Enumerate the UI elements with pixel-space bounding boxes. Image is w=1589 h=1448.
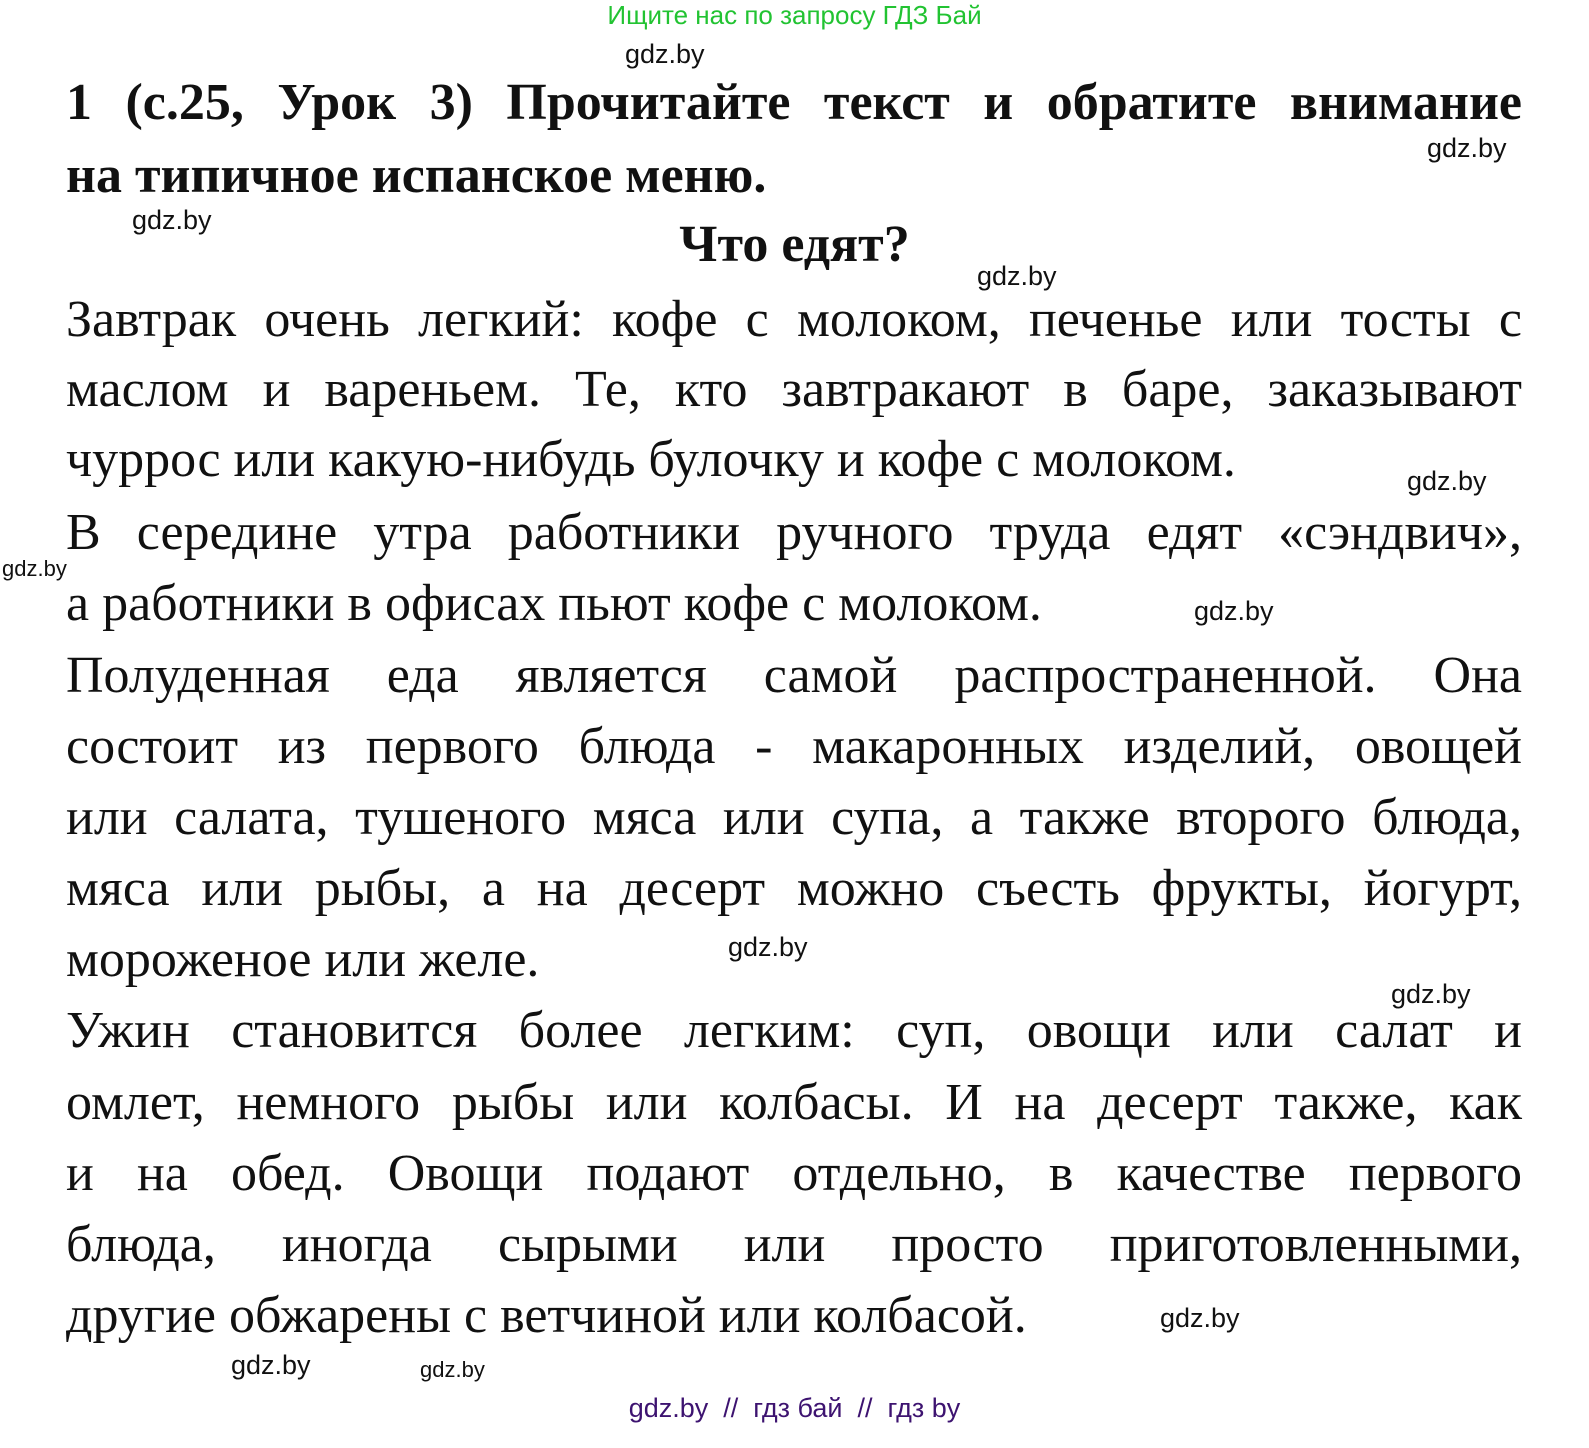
text-line: или салата, тушеного мяса или супа, а также второго блюда, <box>66 789 1522 846</box>
text-line: мороженое или желе. <box>66 931 540 988</box>
text-line: маслом и вареньем. Те, кто завтракают в баре, заказывают <box>66 361 1522 418</box>
text-line: состоит из первого блюда - макаронных изделий, овощей <box>66 718 1522 775</box>
footer-links <box>0 1393 1589 1424</box>
text-line: Завтрак очень легкий: кофе с молоком, печенье или тосты с <box>66 291 1522 348</box>
watermark: gdz.by <box>1407 466 1487 496</box>
text-line: а работники в офисах пьют кофе с молоком. <box>66 575 1042 632</box>
search-banner: Ищите нас по запросу ГДЗ Бай <box>607 0 982 30</box>
text-line: мяса или рыбы, а на десерт можно съесть фрукты, йогурт, <box>66 860 1522 917</box>
footer-text: gdz.by // гдз бай // гдз by <box>628 1393 961 1423</box>
text-line: В середине утра работники ручного труда едят «сэндвич», <box>66 504 1522 561</box>
task-title-line-1: 1 (с.25, Урок 3) Прочитайте текст и обратите внимание <box>66 74 1522 131</box>
text-line: другие обжарены с ветчиной или колбасой. <box>66 1287 1027 1344</box>
watermark: gdz.by <box>977 261 1057 291</box>
text-line: и на обед. Овощи подают отдельно, в качестве первого <box>66 1145 1522 1202</box>
text-line: омлет, немного рыбы или колбасы. И на десерт также, как <box>66 1074 1522 1131</box>
watermark: gdz.by <box>625 39 705 69</box>
text-line: чуррос или какую-нибудь булочку и кофе с молоком. <box>66 431 1236 488</box>
watermark: gdz.by <box>132 205 212 235</box>
text-line: Ужин становится более легким: суп, овощи или салат и <box>66 1002 1522 1059</box>
text-subtitle: Что едят? <box>679 216 910 273</box>
watermark: gdz.by <box>1427 133 1507 163</box>
watermark: gdz.by <box>420 1357 485 1382</box>
watermark: gdz.by <box>728 932 808 962</box>
watermark: gdz.by <box>1194 596 1274 626</box>
task-title-line-2: на типичное испанское меню. <box>66 147 767 204</box>
watermark: gdz.by <box>1160 1303 1240 1333</box>
watermark: gdz.by <box>231 1350 311 1380</box>
watermark: gdz.by <box>1391 979 1471 1009</box>
text-line: Полуденная еда является самой распространенной. Она <box>66 647 1522 704</box>
text-line: блюда, иногда сырыми или просто приготовленными, <box>66 1216 1522 1273</box>
watermark: gdz.by <box>2 556 67 581</box>
